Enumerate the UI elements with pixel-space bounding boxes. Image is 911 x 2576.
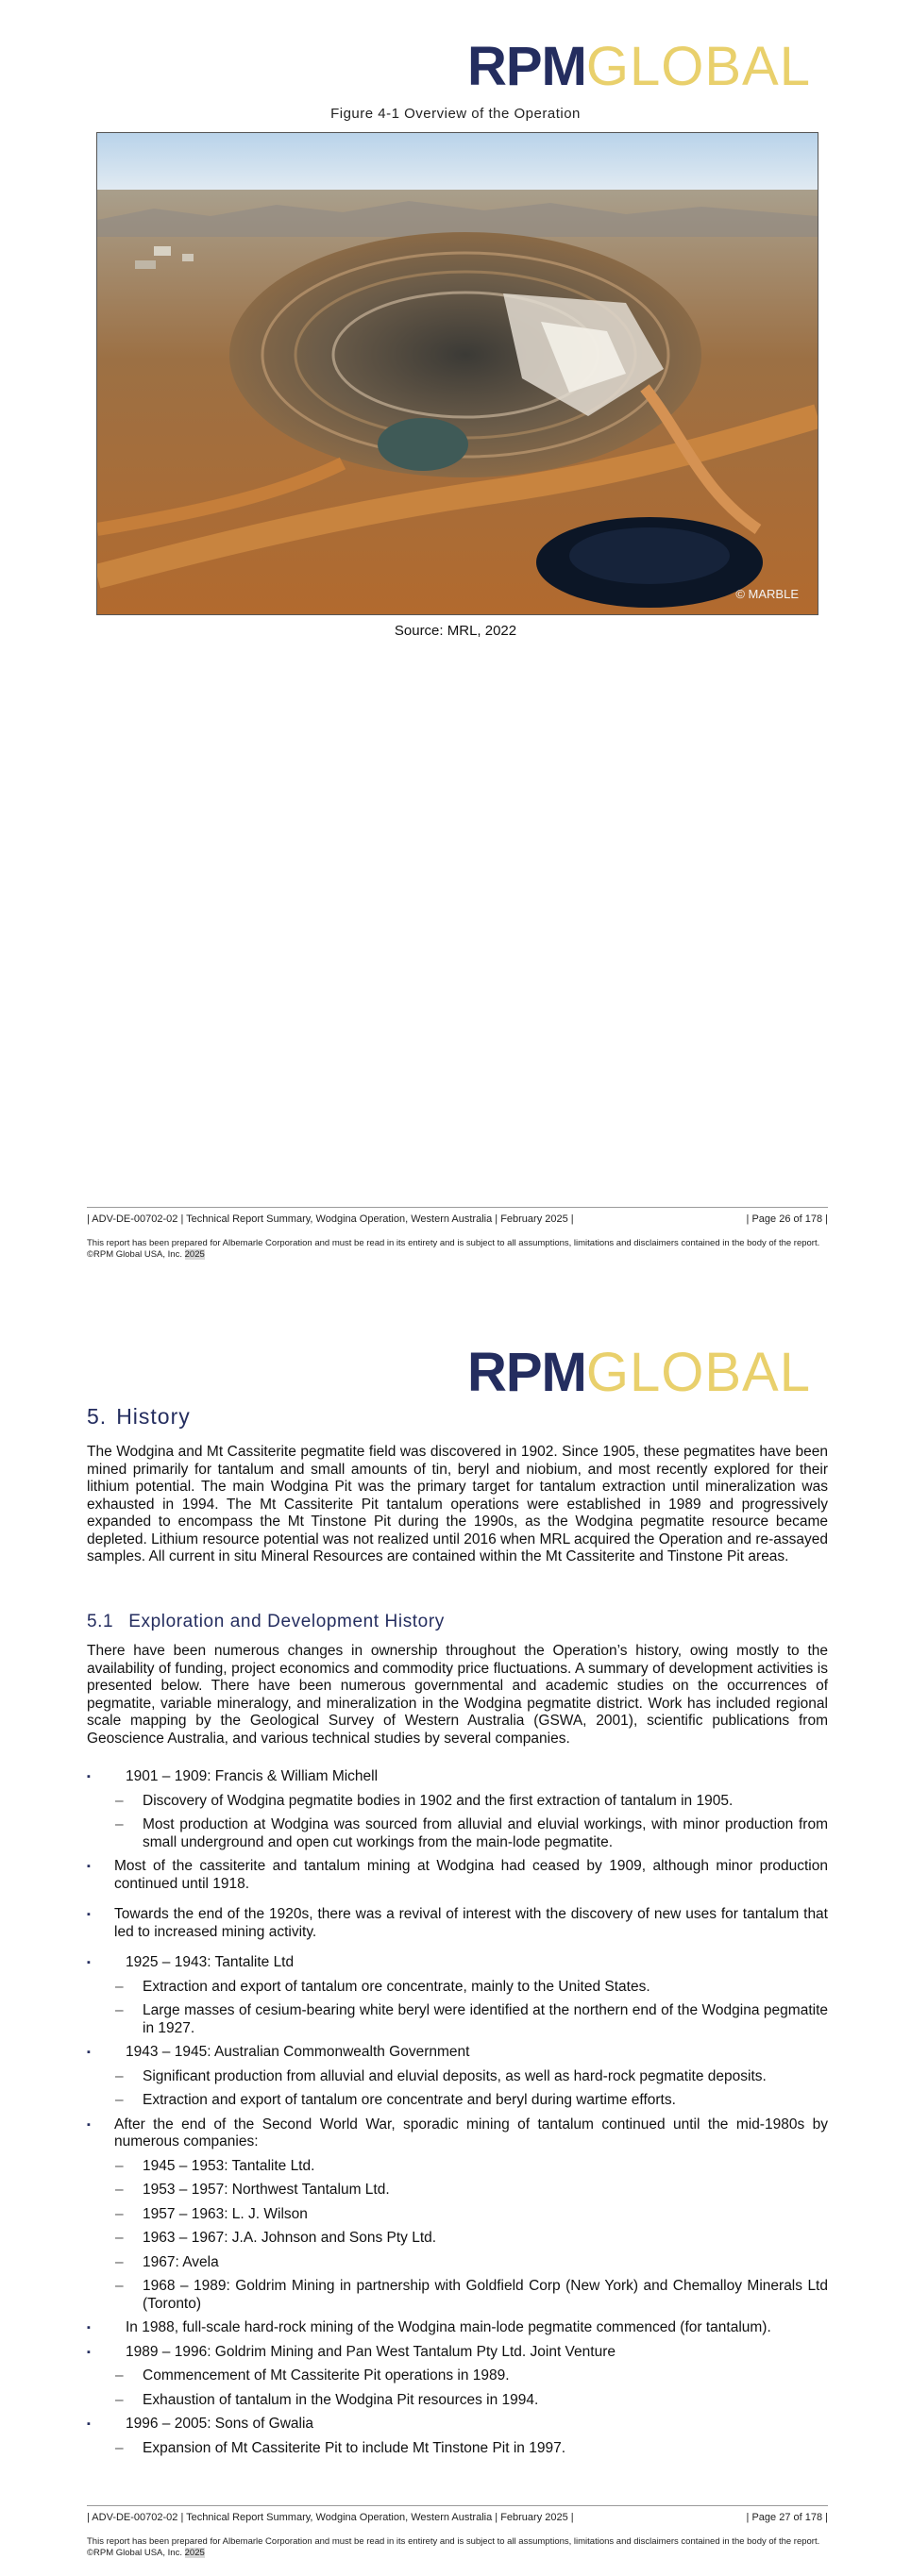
history-timeline-list (87, 1768, 828, 2464)
footer-disclaimer: This report has been prepared for Albemarle Corporation and must be read in its entirety and is subject to all assumptions, limitations and disclaimers contained in the body of the report. ©RPM Global USA, Inc. 2025 (87, 2536, 820, 2558)
list-item: – 1957 – 1963: L. J. Wilson (115, 2205, 308, 2222)
list-item: ▪ Towards the end of the 1920s, there was a revival of interest with the discovery of new uses for tantalum that led to increased mining activity. (87, 1906, 828, 1940)
list-item: ▪ In 1988, full-scale hard-rock mining of the Wodgina main-lode pegmatite commenced (for tantalum). (87, 2319, 771, 2335)
report-page-27 (0, 1313, 911, 2576)
footer-rule (87, 1207, 828, 1208)
list-item: ▪ 1996 – 2005: Sons of Gwalia (87, 2416, 314, 2432)
list-item: ▪ Most of the cassiterite and tantalum mining at Wodgina had ceased by 1909, although minor production continued until 1918. (87, 1858, 828, 1892)
footer-disclaimer: This report has been prepared for Albemarle Corporation and must be read in its entirety and is subject to all assumptions, limitations and disclaimers contained in the body of the report. ©RPM Global USA, Inc. 2025 (87, 1238, 820, 1260)
list-item: – 1968 – 1989: Goldrim Mining in partnership with Goldfield Corp (New York) and Chemalloy Minerals Ltd (Toronto) (115, 2278, 828, 2312)
list-item: – Exhaustion of tantalum in the Wodgina Pit resources in 1994. (115, 2391, 539, 2408)
list-item: ▪ After the end of the Second World War, sporadic mining of tantalum continued until the mid-1980s by numerous companies: (87, 2116, 828, 2149)
list-item: ▪ 1925 – 1943: Tantalite Ltd (87, 1954, 295, 1970)
list-item: – Extraction and export of tantalum ore concentrate, mainly to the United States. (115, 1978, 650, 1995)
footer-page-number: | Page 26 of 178 | (746, 1213, 828, 1225)
list-item: – 1963 – 1967: J.A. Johnson and Sons Pty Ltd. (115, 2230, 437, 2246)
list-item: – Extraction and export of tantalum ore concentrate and beryl during wartime efforts. (115, 2092, 676, 2108)
list-item: – Most production at Wodgina was sourced from alluvial and eluvial workings, with minor production from small underground and open cut workings from the main-lode pegmatite. (115, 1816, 828, 1850)
footer-report-info: | ADV-DE-00702-02 | Technical Report Summary, Wodgina Operation, Western Australia | February 2025 | (87, 2512, 574, 2523)
mine-aerial-photo (96, 132, 818, 615)
footer-rule (87, 2505, 828, 2506)
photo-copyright: © MARBLE (735, 587, 799, 601)
list-item: – 1945 – 1953: Tantalite Ltd. (115, 2157, 315, 2174)
list-item: – Expansion of Mt Cassiterite Pit to include Mt Tinstone Pit in 1997. (115, 2439, 566, 2456)
figure-caption: Figure 4-1 Overview of the Operation (330, 106, 581, 122)
list-item: ▪ 1943 – 1945: Australian Commonwealth Government (87, 2044, 470, 2060)
list-item: – Commencement of Mt Cassiterite Pit operations in 1989. (115, 2367, 510, 2384)
history-intro-paragraph: The Wodgina and Mt Cassiterite pegmatite field was discovered in 1902. Since 1905, these pegmatites have been mined primarily for tantalum and small amounts of tin, beryl and niobium, and most recently explored for their lithium potential. The main Wodgina Pit was the primary target for tantalum extraction until mineralization was exhausted in 1994. The Mt Cassiterite Pit tantalum operations were established in 1989 and progressively expanded to encompass the Mt Tinstone Pit during the 1990s, as the Wodgina pegmatite resource became depleted. Lithium resource potential was not realized until 2016 when MRL acquired the Operation and re-assayed samples. All current in situ Mineral Resources are contained within the Mt Cassiterite and Tinstone Pit areas. (87, 1444, 828, 1564)
footer-page-number: | Page 27 of 178 | (746, 2512, 828, 2523)
list-item: ▪ 1901 – 1909: Francis & William Michell (87, 1768, 379, 1784)
rpm-global-logo: RPMGLOBAL (466, 36, 811, 97)
page-footer (87, 1207, 828, 1261)
subsection-heading-exploration: 5.1 Exploration and Development History (87, 1612, 445, 1631)
list-item: – Discovery of Wodgina pegmatite bodies in 1902 and the first extraction of tantalum in 1905. (115, 1792, 734, 1809)
section-heading-history: 5. History (87, 1404, 191, 1429)
page-footer (87, 2505, 828, 2559)
list-item: – 1953 – 1957: Northwest Tantalum Ltd. (115, 2182, 390, 2198)
exploration-paragraph: There have been numerous changes in ownership throughout the Operation’s history, owing mostly to the availability of funding, project economics and commodity price fluctuations. A summary of development activities is presented below. There have been numerous governmental and academic studies on the occurrences of pegmatite, variable mineralogy, and mineralization in the Wodgina pegmatite district. Work has included regional scale mapping by the Geological Survey of Western Australia (GSWA, 2001), scientific publications from Geoscience Australia, and various technical studies by several companies. (87, 1643, 828, 1747)
rpm-global-logo: RPMGLOBAL (466, 1342, 811, 1403)
figure-source: Source: MRL, 2022 (394, 623, 517, 639)
list-item: – Significant production from alluvial and eluvial deposits, as well as hard-rock pegmatite deposits. (115, 2067, 767, 2084)
footer-report-info: | ADV-DE-00702-02 | Technical Report Summary, Wodgina Operation, Western Australia | February 2025 | (87, 1213, 574, 1225)
list-item: – Large masses of cesium-bearing white beryl were identified at the northern end of the Wodgina pegmatite in 1927. (115, 2002, 828, 2036)
list-item: – 1967: Avela (115, 2253, 219, 2270)
list-item: ▪ 1989 – 1996: Goldrim Mining and Pan West Tantalum Pty Ltd. Joint Venture (87, 2343, 616, 2360)
